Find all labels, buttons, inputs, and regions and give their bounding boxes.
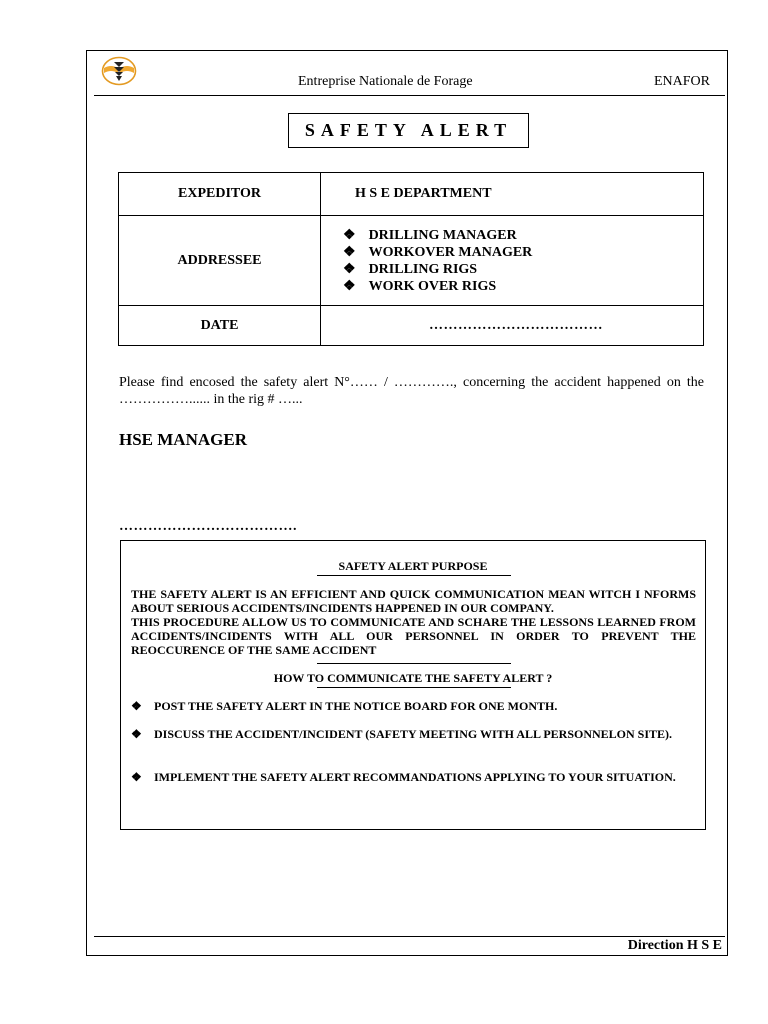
purpose-paragraph-2: THIS PROCEDURE ALLOW US TO COMMUNICATE AND SCHARE THE LESSONS LEARNED FROM ACCIDENTS/INCIDENTS WITH ALL OUR PERSONNEL IN ORDER TO PREVENT THE REOCCURENCE OF THE SAME ACCIDENT [131, 615, 696, 657]
addressee-text: WORK OVER RIGS [368, 278, 497, 294]
step-text: POST THE SAFETY ALERT IN THE NOTICE BOARD FOR ONE MONTH. [154, 699, 558, 713]
diamond-bullet-icon: ❖ [131, 770, 142, 784]
document-title: SAFETY ALERT [304, 120, 513, 140]
info-table [118, 172, 704, 346]
intro-paragraph: Please find encosed the safety alert N°…… / …………., concerning the accident happened on the ……………...... in the rig # …... [119, 375, 704, 407]
purpose-box [120, 540, 706, 830]
expeditor-row [119, 173, 704, 216]
expeditor-value: H S E DEPARTMENT [321, 173, 704, 216]
addressee-row [119, 216, 704, 306]
date-row [119, 306, 704, 346]
signature-title: HSE MANAGER [119, 430, 247, 449]
diamond-bullet-icon: ❖ [131, 699, 142, 713]
addressee-item [343, 278, 703, 295]
how-heading-overline [317, 663, 511, 664]
addressee-item [343, 227, 703, 244]
diamond-bullet-icon: ❖ [343, 227, 356, 243]
footer-divider [94, 936, 725, 937]
addressee-item [343, 244, 703, 261]
addressee-text: WORKOVER MANAGER [368, 244, 533, 260]
date-label: DATE [119, 306, 321, 346]
diamond-bullet-icon: ❖ [343, 278, 356, 294]
addressee-text: DRILLING MANAGER [368, 227, 517, 243]
footer-text: Direction H S E [627, 938, 722, 953]
addressee-cell [321, 216, 704, 306]
step-item [131, 699, 696, 713]
addressee-list [321, 227, 703, 295]
title-box [288, 113, 529, 148]
purpose-heading: SAFETY ALERT PURPOSE [338, 559, 488, 573]
how-heading: HOW TO COMMUNICATE THE SAFETY ALERT ? [273, 671, 553, 685]
diamond-bullet-icon: ❖ [343, 244, 356, 260]
addressee-text: DRILLING RIGS [368, 261, 478, 277]
diamond-bullet-icon: ❖ [131, 727, 142, 741]
addressee-item [343, 261, 703, 278]
organization-name: Entreprise Nationale de Forage [298, 74, 473, 89]
header-divider [94, 95, 725, 96]
how-heading-underline [317, 687, 511, 688]
step-item [131, 727, 696, 741]
signature-line: ………………………………. [119, 519, 297, 534]
company-logo-icon [101, 56, 137, 86]
organization-code: ENAFOR [654, 74, 711, 89]
purpose-paragraph: THE SAFETY ALERT IS AN EFFICIENT AND QUICK COMMUNICATION MEAN WITCH I NFORMS ABOUT SERIOUS ACCIDENTS/INCIDENTS HAPPENED IN OUR COMPANY. [131, 587, 696, 615]
purpose-heading-underline [317, 575, 511, 576]
addressee-label: ADDRESSEE [119, 216, 321, 306]
expeditor-label: EXPEDITOR [119, 173, 321, 216]
step-item [131, 770, 696, 784]
date-value: ……………………………… [321, 306, 704, 346]
step-text: IMPLEMENT THE SAFETY ALERT RECOMMANDATIONS APPLYING TO YOUR SITUATION. [154, 770, 676, 784]
step-text: DISCUSS THE ACCIDENT/INCIDENT (SAFETY MEETING WITH ALL PERSONNELON SITE). [154, 727, 673, 741]
diamond-bullet-icon: ❖ [343, 261, 356, 277]
